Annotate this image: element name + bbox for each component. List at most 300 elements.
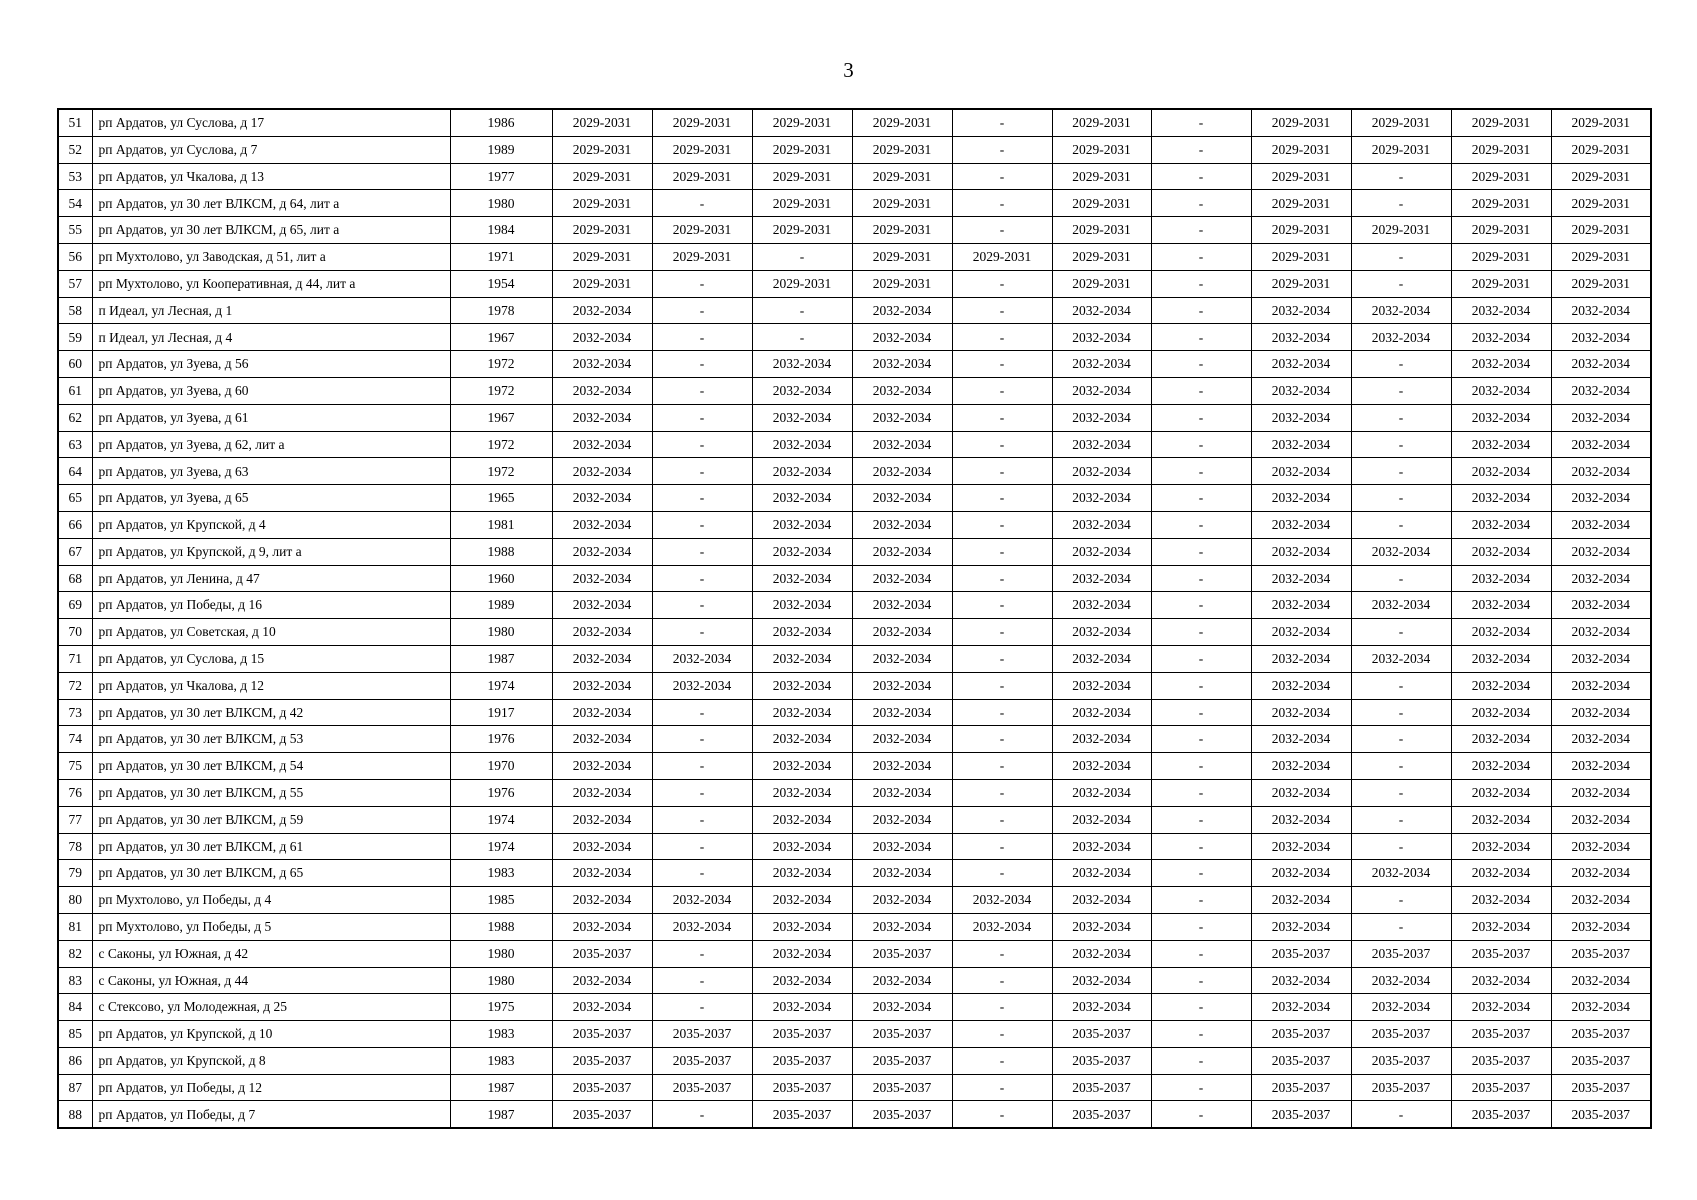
period-cell: - <box>952 753 1052 780</box>
period-cell: 2029-2031 <box>1052 190 1151 217</box>
period-cell: 2032-2034 <box>1451 592 1551 619</box>
year-built-cell: 1980 <box>450 619 552 646</box>
address-cell: рп Ардатов, ул Крупской, д 10 <box>92 1021 450 1048</box>
period-cell: 2032-2034 <box>1551 887 1651 914</box>
period-cell: - <box>652 565 752 592</box>
period-cell: 2029-2031 <box>552 243 652 270</box>
period-cell: - <box>952 297 1052 324</box>
row-number-cell: 82 <box>58 940 92 967</box>
year-built-cell: 1977 <box>450 163 552 190</box>
row-number-cell: 61 <box>58 377 92 404</box>
period-cell: 2032-2034 <box>552 404 652 431</box>
period-cell: 2032-2034 <box>1251 485 1351 512</box>
row-number-cell: 60 <box>58 351 92 378</box>
year-built-cell: 1985 <box>450 887 552 914</box>
period-cell: 2032-2034 <box>1451 565 1551 592</box>
table-row <box>58 753 1651 780</box>
period-cell: 2032-2034 <box>852 967 952 994</box>
period-cell: - <box>1151 940 1251 967</box>
period-cell: - <box>952 163 1052 190</box>
table-row <box>58 860 1651 887</box>
period-cell: 2032-2034 <box>1451 538 1551 565</box>
period-cell: 2032-2034 <box>1052 619 1151 646</box>
period-cell: 2032-2034 <box>1052 779 1151 806</box>
period-cell: 2029-2031 <box>552 270 652 297</box>
period-cell: 2035-2037 <box>752 1101 852 1128</box>
period-cell: - <box>1151 109 1251 136</box>
period-cell: 2032-2034 <box>852 806 952 833</box>
address-cell: рп Ардатов, ул Крупской, д 4 <box>92 511 450 538</box>
table-row <box>58 351 1651 378</box>
row-number-cell: 83 <box>58 967 92 994</box>
period-cell: - <box>1351 753 1451 780</box>
period-cell: 2035-2037 <box>1251 1047 1351 1074</box>
period-cell: 2032-2034 <box>1451 458 1551 485</box>
period-cell: 2032-2034 <box>552 619 652 646</box>
period-cell: 2032-2034 <box>1451 377 1551 404</box>
period-cell: 2032-2034 <box>1052 726 1151 753</box>
period-cell: 2029-2031 <box>1351 109 1451 136</box>
row-number-cell: 69 <box>58 592 92 619</box>
table-row <box>58 619 1651 646</box>
period-cell: - <box>1151 994 1251 1021</box>
period-cell: 2032-2034 <box>552 994 652 1021</box>
period-cell: - <box>1151 190 1251 217</box>
period-cell: 2032-2034 <box>852 404 952 431</box>
year-built-cell: 1983 <box>450 860 552 887</box>
period-cell: 2032-2034 <box>852 565 952 592</box>
period-cell: - <box>652 940 752 967</box>
period-cell: - <box>1151 1047 1251 1074</box>
period-cell: 2029-2031 <box>1251 243 1351 270</box>
period-cell: 2032-2034 <box>552 806 652 833</box>
period-cell: 2032-2034 <box>1551 297 1651 324</box>
period-cell: - <box>652 994 752 1021</box>
period-cell: 2032-2034 <box>1451 699 1551 726</box>
period-cell: - <box>952 619 1052 646</box>
period-cell: - <box>1351 833 1451 860</box>
period-cell: 2032-2034 <box>1451 967 1551 994</box>
row-number-cell: 77 <box>58 806 92 833</box>
period-cell: - <box>952 109 1052 136</box>
period-cell: - <box>652 377 752 404</box>
schedule-table <box>57 108 1652 1129</box>
address-cell: рп Ардатов, ул 30 лет ВЛКСМ, д 53 <box>92 726 450 753</box>
period-cell: 2032-2034 <box>852 753 952 780</box>
period-cell: 2029-2031 <box>852 163 952 190</box>
period-cell: 2032-2034 <box>552 297 652 324</box>
period-cell: 2035-2037 <box>652 1021 752 1048</box>
table-row <box>58 1074 1651 1101</box>
period-cell: 2032-2034 <box>1052 377 1151 404</box>
period-cell: 2035-2037 <box>1251 1101 1351 1128</box>
period-cell: 2032-2034 <box>1251 672 1351 699</box>
period-cell: - <box>652 538 752 565</box>
period-cell: 2032-2034 <box>1551 538 1651 565</box>
period-cell: - <box>1151 913 1251 940</box>
address-cell: с Саконы, ул Южная, д 44 <box>92 967 450 994</box>
address-cell: п Идеал, ул Лесная, д 1 <box>92 297 450 324</box>
row-number-cell: 71 <box>58 645 92 672</box>
row-number-cell: 80 <box>58 887 92 914</box>
period-cell: 2032-2034 <box>1052 485 1151 512</box>
row-number-cell: 72 <box>58 672 92 699</box>
period-cell: 2032-2034 <box>752 726 852 753</box>
table-row <box>58 726 1651 753</box>
period-cell: - <box>952 806 1052 833</box>
period-cell: 2032-2034 <box>1251 806 1351 833</box>
period-cell: 2029-2031 <box>1052 163 1151 190</box>
period-cell: 2035-2037 <box>1451 1101 1551 1128</box>
row-number-cell: 73 <box>58 699 92 726</box>
period-cell: 2029-2031 <box>852 190 952 217</box>
period-cell: - <box>1151 377 1251 404</box>
period-cell: - <box>652 351 752 378</box>
period-cell: 2035-2037 <box>1351 1074 1451 1101</box>
period-cell: 2029-2031 <box>1451 217 1551 244</box>
period-cell: - <box>1351 726 1451 753</box>
period-cell: - <box>652 619 752 646</box>
period-cell: 2032-2034 <box>1052 833 1151 860</box>
period-cell: 2032-2034 <box>1551 806 1651 833</box>
row-number-cell: 74 <box>58 726 92 753</box>
period-cell: 2029-2031 <box>852 243 952 270</box>
period-cell: - <box>952 190 1052 217</box>
address-cell: рп Ардатов, ул 30 лет ВЛКСМ, д 42 <box>92 699 450 726</box>
table-row <box>58 779 1651 806</box>
period-cell: - <box>952 672 1052 699</box>
table-body <box>58 109 1651 1128</box>
period-cell: - <box>952 1101 1052 1128</box>
period-cell: - <box>952 1021 1052 1048</box>
period-cell: 2032-2034 <box>752 404 852 431</box>
period-cell: 2032-2034 <box>752 994 852 1021</box>
period-cell: 2029-2031 <box>652 243 752 270</box>
address-cell: рп Ардатов, ул Зуева, д 60 <box>92 377 450 404</box>
period-cell: 2035-2037 <box>552 1021 652 1048</box>
period-cell: 2032-2034 <box>1451 619 1551 646</box>
period-cell: 2032-2034 <box>752 967 852 994</box>
period-cell: - <box>1151 511 1251 538</box>
period-cell: 2032-2034 <box>752 485 852 512</box>
period-cell: 2032-2034 <box>1251 511 1351 538</box>
period-cell: - <box>652 833 752 860</box>
row-number-cell: 54 <box>58 190 92 217</box>
year-built-cell: 1974 <box>450 833 552 860</box>
period-cell: - <box>652 753 752 780</box>
period-cell: 2032-2034 <box>552 753 652 780</box>
period-cell: 2035-2037 <box>1451 940 1551 967</box>
period-cell: 2032-2034 <box>1052 672 1151 699</box>
period-cell: 2032-2034 <box>852 458 952 485</box>
period-cell: 2032-2034 <box>1351 645 1451 672</box>
row-number-cell: 68 <box>58 565 92 592</box>
year-built-cell: 1954 <box>450 270 552 297</box>
period-cell: 2032-2034 <box>1551 619 1651 646</box>
address-cell: рп Ардатов, ул 30 лет ВЛКСМ, д 54 <box>92 753 450 780</box>
period-cell: - <box>652 458 752 485</box>
period-cell: 2032-2034 <box>1251 887 1351 914</box>
period-cell: 2029-2031 <box>1551 136 1651 163</box>
period-cell: 2032-2034 <box>1551 753 1651 780</box>
period-cell: 2029-2031 <box>1551 109 1651 136</box>
period-cell: - <box>1351 163 1451 190</box>
period-cell: - <box>652 190 752 217</box>
period-cell: 2035-2037 <box>852 1047 952 1074</box>
period-cell: - <box>1151 538 1251 565</box>
period-cell: 2035-2037 <box>652 1074 752 1101</box>
year-built-cell: 1972 <box>450 377 552 404</box>
period-cell: - <box>652 806 752 833</box>
period-cell: 2032-2034 <box>1551 967 1651 994</box>
period-cell: 2029-2031 <box>1451 163 1551 190</box>
period-cell: 2032-2034 <box>1251 913 1351 940</box>
period-cell: 2032-2034 <box>852 913 952 940</box>
period-cell: 2032-2034 <box>752 860 852 887</box>
period-cell: 2032-2034 <box>752 806 852 833</box>
period-cell: 2035-2037 <box>1551 1047 1651 1074</box>
period-cell: 2032-2034 <box>1451 404 1551 431</box>
period-cell: 2032-2034 <box>552 377 652 404</box>
period-cell: - <box>1351 672 1451 699</box>
period-cell: 2029-2031 <box>852 217 952 244</box>
year-built-cell: 1987 <box>450 645 552 672</box>
period-cell: 2035-2037 <box>1551 1021 1651 1048</box>
period-cell: 2032-2034 <box>1052 940 1151 967</box>
year-built-cell: 1917 <box>450 699 552 726</box>
period-cell: 2032-2034 <box>752 458 852 485</box>
period-cell: 2032-2034 <box>1351 324 1451 351</box>
period-cell: 2032-2034 <box>852 377 952 404</box>
period-cell: 2032-2034 <box>752 511 852 538</box>
period-cell: - <box>1351 458 1451 485</box>
period-cell: - <box>652 511 752 538</box>
period-cell: 2029-2031 <box>1052 217 1151 244</box>
year-built-cell: 1971 <box>450 243 552 270</box>
period-cell: - <box>1151 779 1251 806</box>
table-row <box>58 699 1651 726</box>
period-cell: - <box>652 485 752 512</box>
period-cell: - <box>1151 136 1251 163</box>
table-row <box>58 243 1651 270</box>
address-cell: рп Ардатов, ул 30 лет ВЛКСМ, д 65 <box>92 860 450 887</box>
table-row <box>58 324 1651 351</box>
year-built-cell: 1987 <box>450 1074 552 1101</box>
table-row <box>58 1047 1651 1074</box>
period-cell: 2032-2034 <box>1351 967 1451 994</box>
period-cell: 2035-2037 <box>652 1047 752 1074</box>
period-cell: 2035-2037 <box>552 940 652 967</box>
address-cell: рп Мухтолово, ул Победы, д 5 <box>92 913 450 940</box>
period-cell: 2032-2034 <box>1451 779 1551 806</box>
period-cell: 2035-2037 <box>1052 1101 1151 1128</box>
period-cell: 2029-2031 <box>1551 270 1651 297</box>
period-cell: - <box>1351 404 1451 431</box>
period-cell: 2032-2034 <box>1052 431 1151 458</box>
period-cell: - <box>952 940 1052 967</box>
period-cell: - <box>1351 243 1451 270</box>
period-cell: 2032-2034 <box>1052 538 1151 565</box>
year-built-cell: 1970 <box>450 753 552 780</box>
period-cell: 2032-2034 <box>852 860 952 887</box>
period-cell: 2029-2031 <box>1052 243 1151 270</box>
period-cell: - <box>1151 672 1251 699</box>
period-cell: 2032-2034 <box>652 913 752 940</box>
period-cell: 2032-2034 <box>552 887 652 914</box>
year-built-cell: 1989 <box>450 136 552 163</box>
period-cell: - <box>652 860 752 887</box>
period-cell: 2032-2034 <box>552 860 652 887</box>
period-cell: 2032-2034 <box>752 753 852 780</box>
period-cell: 2035-2037 <box>1251 1021 1351 1048</box>
period-cell: - <box>952 1047 1052 1074</box>
period-cell: 2032-2034 <box>552 967 652 994</box>
period-cell: 2032-2034 <box>652 672 752 699</box>
row-number-cell: 66 <box>58 511 92 538</box>
period-cell: - <box>1151 1101 1251 1128</box>
period-cell: 2035-2037 <box>552 1047 652 1074</box>
year-built-cell: 1967 <box>450 404 552 431</box>
period-cell: 2029-2031 <box>552 136 652 163</box>
period-cell: 2032-2034 <box>1551 377 1651 404</box>
year-built-cell: 1980 <box>450 190 552 217</box>
period-cell: - <box>1151 1074 1251 1101</box>
address-cell: рп Ардатов, ул Победы, д 16 <box>92 592 450 619</box>
row-number-cell: 58 <box>58 297 92 324</box>
address-cell: рп Ардатов, ул 30 лет ВЛКСМ, д 65, лит а <box>92 217 450 244</box>
row-number-cell: 62 <box>58 404 92 431</box>
row-number-cell: 59 <box>58 324 92 351</box>
period-cell: - <box>1151 243 1251 270</box>
row-number-cell: 76 <box>58 779 92 806</box>
year-built-cell: 1972 <box>450 351 552 378</box>
period-cell: - <box>1351 779 1451 806</box>
period-cell: 2032-2034 <box>1052 297 1151 324</box>
period-cell: 2035-2037 <box>752 1074 852 1101</box>
period-cell: - <box>1151 431 1251 458</box>
table-row <box>58 565 1651 592</box>
period-cell: 2032-2034 <box>752 565 852 592</box>
table-row <box>58 297 1651 324</box>
period-cell: 2029-2031 <box>852 109 952 136</box>
table-row <box>58 806 1651 833</box>
period-cell: 2032-2034 <box>1451 860 1551 887</box>
period-cell: - <box>1351 565 1451 592</box>
period-cell: 2032-2034 <box>1251 860 1351 887</box>
period-cell: 2032-2034 <box>852 779 952 806</box>
table-row <box>58 217 1651 244</box>
period-cell: 2035-2037 <box>1251 1074 1351 1101</box>
period-cell: 2032-2034 <box>1551 779 1651 806</box>
period-cell: - <box>952 833 1052 860</box>
period-cell: 2032-2034 <box>1251 753 1351 780</box>
period-cell: 2029-2031 <box>1451 109 1551 136</box>
period-cell: 2032-2034 <box>552 779 652 806</box>
period-cell: - <box>1351 485 1451 512</box>
period-cell: 2032-2034 <box>1052 645 1151 672</box>
period-cell: - <box>1351 270 1451 297</box>
period-cell: - <box>752 243 852 270</box>
period-cell: 2032-2034 <box>1052 324 1151 351</box>
period-cell: - <box>1151 485 1251 512</box>
period-cell: 2032-2034 <box>1551 645 1651 672</box>
period-cell: - <box>1151 726 1251 753</box>
table-row <box>58 994 1651 1021</box>
period-cell: 2032-2034 <box>752 672 852 699</box>
period-cell: 2035-2037 <box>1451 1021 1551 1048</box>
period-cell: 2032-2034 <box>1251 967 1351 994</box>
period-cell: 2032-2034 <box>552 324 652 351</box>
period-cell: 2032-2034 <box>852 833 952 860</box>
period-cell: - <box>652 779 752 806</box>
period-cell: - <box>952 485 1052 512</box>
period-cell: - <box>652 699 752 726</box>
period-cell: 2032-2034 <box>1052 913 1151 940</box>
period-cell: - <box>1151 592 1251 619</box>
period-cell: 2035-2037 <box>1351 1021 1451 1048</box>
period-cell: 2032-2034 <box>1052 967 1151 994</box>
period-cell: 2032-2034 <box>1052 565 1151 592</box>
period-cell: 2032-2034 <box>552 458 652 485</box>
period-cell: 2032-2034 <box>1551 833 1651 860</box>
period-cell: 2029-2031 <box>1251 163 1351 190</box>
period-cell: - <box>952 404 1052 431</box>
period-cell: 2032-2034 <box>1251 833 1351 860</box>
period-cell: 2032-2034 <box>1351 592 1451 619</box>
period-cell: 2032-2034 <box>1251 377 1351 404</box>
period-cell: 2032-2034 <box>552 699 652 726</box>
period-cell: 2032-2034 <box>1251 458 1351 485</box>
period-cell: - <box>1351 887 1451 914</box>
period-cell: 2029-2031 <box>1251 109 1351 136</box>
period-cell: 2032-2034 <box>1052 592 1151 619</box>
period-cell: - <box>1351 377 1451 404</box>
period-cell: 2035-2037 <box>552 1101 652 1128</box>
address-cell: рп Ардатов, ул Победы, д 12 <box>92 1074 450 1101</box>
period-cell: - <box>1351 190 1451 217</box>
period-cell: 2032-2034 <box>1551 672 1651 699</box>
period-cell: 2032-2034 <box>1251 351 1351 378</box>
period-cell: - <box>1351 351 1451 378</box>
period-cell: - <box>1351 431 1451 458</box>
period-cell: 2035-2037 <box>1551 1074 1651 1101</box>
year-built-cell: 1983 <box>450 1047 552 1074</box>
row-number-cell: 88 <box>58 1101 92 1128</box>
period-cell: - <box>1151 887 1251 914</box>
period-cell: 2032-2034 <box>852 645 952 672</box>
period-cell: 2032-2034 <box>852 511 952 538</box>
period-cell: 2032-2034 <box>852 672 952 699</box>
period-cell: 2035-2037 <box>1052 1047 1151 1074</box>
period-cell: 2032-2034 <box>552 565 652 592</box>
year-built-cell: 1980 <box>450 940 552 967</box>
period-cell: - <box>1151 565 1251 592</box>
period-cell: 2035-2037 <box>1451 1074 1551 1101</box>
period-cell: 2029-2031 <box>552 163 652 190</box>
year-built-cell: 1972 <box>450 431 552 458</box>
period-cell: 2029-2031 <box>552 217 652 244</box>
period-cell: 2035-2037 <box>552 1074 652 1101</box>
period-cell: 2035-2037 <box>852 1021 952 1048</box>
period-cell: 2029-2031 <box>552 190 652 217</box>
period-cell: - <box>952 967 1052 994</box>
period-cell: 2035-2037 <box>1251 940 1351 967</box>
table-row <box>58 538 1651 565</box>
address-cell: с Саконы, ул Южная, д 42 <box>92 940 450 967</box>
period-cell: - <box>952 377 1052 404</box>
year-built-cell: 1976 <box>450 726 552 753</box>
period-cell: - <box>952 538 1052 565</box>
